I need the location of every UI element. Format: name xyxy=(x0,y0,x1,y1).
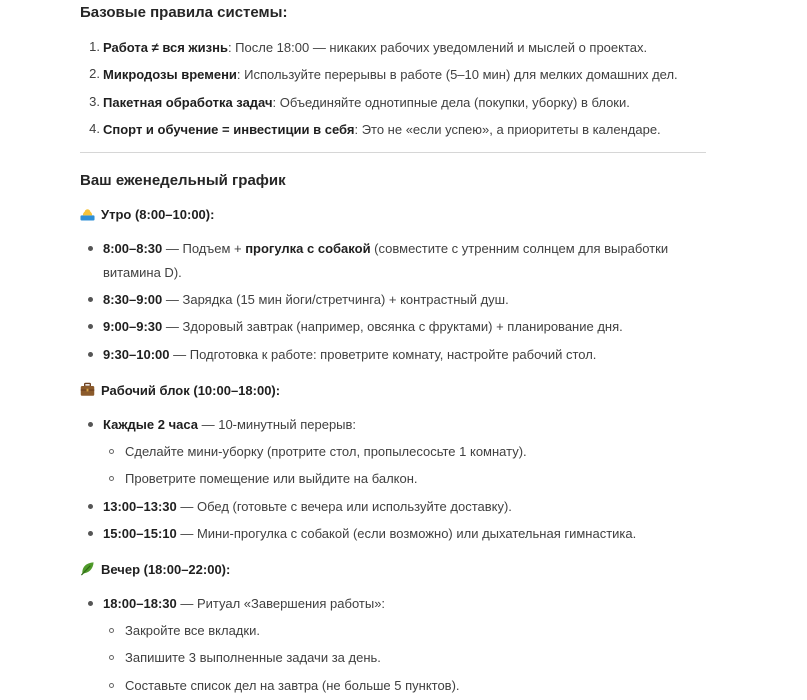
bullet xyxy=(88,324,93,329)
list-item xyxy=(103,595,385,613)
divider xyxy=(80,152,706,153)
time-label: Каждые 2 часа xyxy=(103,417,198,432)
list-item xyxy=(103,525,636,543)
rule-title: Пакетная обработка задач xyxy=(103,95,273,110)
rule-text: : Объединяйте однотипные дела (покупки, уборку) в блоки. xyxy=(272,95,630,110)
work-title: Рабочий блок (10:00–18:00): xyxy=(101,383,281,398)
sub-list-item: Проветрите помещение или выйдите на балкон. xyxy=(125,471,418,486)
time-label: 8:00–8:30 xyxy=(103,241,163,256)
rule-number: 3. xyxy=(89,94,100,109)
item-text: — Подъем + xyxy=(162,241,246,256)
sub-list-item: Составьте список дел на завтра (не больше 5 пунктов). xyxy=(125,678,460,693)
list-item xyxy=(103,318,623,336)
time-label: 15:00–15:10 xyxy=(103,526,177,541)
morning-title: Утро (8:00–10:00): xyxy=(101,207,215,222)
rule-text: : Используйте перерывы в работе (5–10 мин) для мелких домашних дел. xyxy=(236,67,678,82)
sub-bullet xyxy=(109,655,114,660)
item-text: — Обед (готовьте с вечера или используйте доставку). xyxy=(176,499,512,514)
rule-title: Работа ≠ вся жизнь xyxy=(103,40,228,55)
rule-number: 2. xyxy=(89,66,100,81)
rule-text: : После 18:00 — никаких рабочих уведомлений и мыслей о проектах. xyxy=(227,40,648,55)
item-text: — 10-минутный перерыв: xyxy=(197,417,357,432)
bullet xyxy=(88,504,93,509)
item-text: — Здоровый завтрак (например, овсянка с фруктами) + планирование дня. xyxy=(162,319,623,334)
time-label: 18:00–18:30 xyxy=(103,596,177,611)
item-text: — Ритуал «Завершения работы»: xyxy=(176,596,386,611)
item-text: — Мини-прогулка с собакой (если возможно) или дыхательная гимнастика. xyxy=(176,526,637,541)
rule-item xyxy=(103,94,630,112)
list-item xyxy=(103,240,668,258)
item-text: (совместите с утренним солнцем для выработки xyxy=(370,241,669,256)
sub-list-item: Закройте все вкладки. xyxy=(125,623,260,638)
time-label: 13:00–13:30 xyxy=(103,499,177,514)
item-text: — Зарядка (15 мин йоги/стретчинга) + контрастный душ. xyxy=(162,292,509,307)
rule-text: : Это не «если успею», а приоритеты в календаре. xyxy=(354,122,661,137)
highlight-text: прогулка с собакой xyxy=(245,241,371,256)
sub-bullet xyxy=(109,683,114,688)
rule-item xyxy=(103,121,661,139)
sub-list-item: Запишите 3 выполненные задачи за день. xyxy=(125,650,381,665)
rule-number: 4. xyxy=(89,121,100,136)
bullet xyxy=(88,601,93,606)
sub-list-item: Сделайте мини-уборку (протрите стол, пропылесосьте 1 комнату). xyxy=(125,444,527,459)
rule-title: Микродозы времени xyxy=(103,67,237,82)
sub-bullet xyxy=(109,449,114,454)
time-label: 9:00–9:30 xyxy=(103,319,163,334)
item-text: — Подготовка к работе: проветрите комнату, настройте рабочий стол. xyxy=(169,347,597,362)
bullet xyxy=(88,531,93,536)
sub-bullet xyxy=(109,476,114,481)
time-label: 9:30–10:00 xyxy=(103,347,170,362)
bullet xyxy=(88,422,93,427)
rules-heading: Базовые правила системы: xyxy=(80,4,288,21)
rule-title: Спорт и обучение = инвестиции в себя xyxy=(103,122,355,137)
rule-number: 1. xyxy=(89,39,100,54)
list-item xyxy=(103,416,356,434)
sub-bullet xyxy=(109,628,114,633)
list-item xyxy=(103,291,509,309)
schedule-heading: Ваш еженедельный график xyxy=(80,172,286,189)
bullet xyxy=(88,246,93,251)
sunrise-icon xyxy=(80,206,95,221)
rule-item xyxy=(103,39,647,57)
leaf-icon xyxy=(80,561,95,576)
time-label: 8:30–9:00 xyxy=(103,292,163,307)
list-item xyxy=(103,498,512,516)
list-item xyxy=(103,346,596,364)
briefcase-icon xyxy=(80,382,95,397)
rule-item xyxy=(103,66,678,84)
list-item-continuation: витамина D). xyxy=(103,265,182,280)
bullet xyxy=(88,297,93,302)
bullet xyxy=(88,352,93,357)
evening-title: Вечер (18:00–22:00): xyxy=(101,562,231,577)
